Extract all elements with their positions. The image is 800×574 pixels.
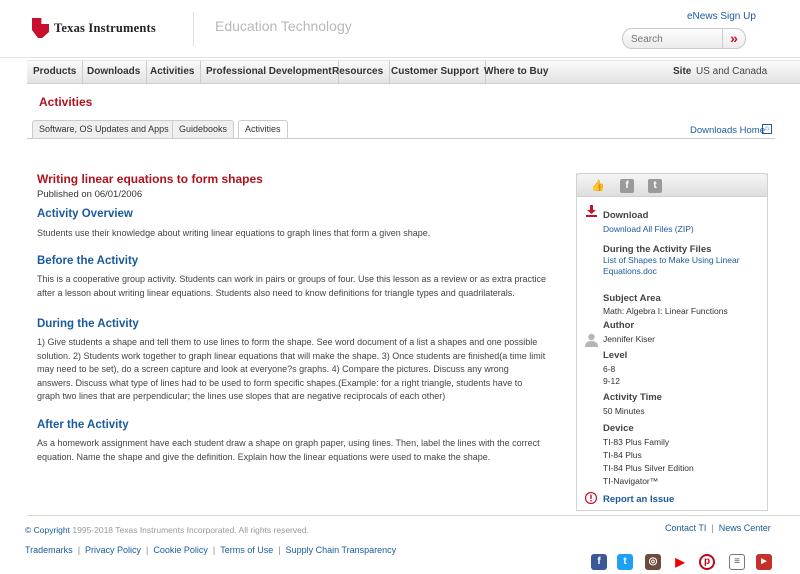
section-heading-during: During the Activity [37,318,139,330]
search-input[interactable] [631,32,721,46]
time-label: Activity Time [603,392,662,403]
level-value: 6-8 [603,364,616,374]
subject-label: Subject Area [603,293,661,304]
ti-tube-icon[interactable]: ▶ [756,554,772,570]
section-brand: Education Technology [215,18,352,34]
twitter-share-icon[interactable]: t [648,179,662,193]
section-text-during: 1) Give students a shape and tell them to use lines to form the shape. See word document of a list a shapes and one possible solution. 2) Students work together to graph linear equations that will make the shape. 3) Once students are finished(a time limit may need to be set), do a screen capture and look at everyone?s graphs. 4) Compare the pictures. Discuss any wrong answers. Discuss what type of lines had to be used to form specific shapes.(Example: for a right triangle, students have to graph two lines that are perpendicular; the lines use slopes that are negative reciprocals of each other) [37,337,546,401]
tab-divider [27,138,775,139]
activity-title: Writing linear equations to form shapes [37,172,263,186]
section-text-before: This is a cooperative group activity. Students can work in pairs or groups of four. Use this lesson as a review or as extra practice after a lesson about writing linear equations. Students also need to know definitions for triangle types and quadrilaterals. [37,274,547,298]
facebook-icon[interactable]: f [591,554,607,570]
blog-icon[interactable]: ≡ [729,554,745,570]
facebook-share-icon[interactable]: f [620,179,634,193]
nav-item-products[interactable]: Products [27,61,83,84]
device-value: TI-84 Plus [603,450,642,460]
device-value: TI-Navigator™ [603,476,659,486]
enews-signup-link[interactable]: eNews Sign Up [687,11,756,22]
tab-guidebooks[interactable]: Guidebooks [172,120,234,138]
level-label: Level [603,350,628,361]
device-value: TI-83 Plus Family [603,437,670,447]
terms-of-use-link[interactable]: Terms of Use [220,545,274,555]
site-selector[interactable]: US and Canada [696,66,768,77]
nav-item-professional-development[interactable]: Professional Development [200,61,339,84]
site-header [0,0,800,58]
section-text-overview: Students use their knowledge about writing linear equations to graph lines that form a given shape. [37,228,431,238]
main-nav [27,60,800,84]
pinterest-icon[interactable]: p [699,554,715,570]
news-center-link[interactable]: News Center [718,523,771,533]
footer-right-links: Contact TI | News Center [665,523,771,533]
brand-name: Texas Instruments [54,20,156,35]
trademarks-link[interactable]: Trademarks [25,545,73,555]
author-label: Author [603,320,635,331]
download-all-link[interactable]: Download All Files (ZIP) [603,224,694,234]
downloads-home-link[interactable]: Downloads Home [690,125,765,136]
search-submit-button[interactable]: » [722,29,745,48]
subject-value: Math: Algebra I: Linear Functions [603,306,728,316]
nav-item-downloads[interactable]: Downloads [81,61,147,84]
section-heading-before: Before the Activity [37,255,139,267]
footer-divider [27,515,800,516]
like-icon[interactable]: 👍 [591,180,605,192]
nav-item-customer-support[interactable]: Customer Support [385,61,486,84]
nav-item-where-to-buy[interactable]: Where to Buy [484,66,549,77]
device-value: TI-84 Plus Silver Edition [603,463,694,473]
page-title: Activities [39,95,93,109]
section-heading-overview: Activity Overview [37,208,133,220]
youtube-icon[interactable]: ▶ [672,554,688,570]
footer-links: Trademarks | Privacy Policy | Cookie Policy | Terms of Use | Supply Chain Transparency [25,545,397,555]
search-box [622,28,746,49]
files-label: During the Activity Files [603,244,712,255]
author-icon [585,333,598,347]
cookie-policy-link[interactable]: Cookie Policy [153,545,208,555]
contact-ti-link[interactable]: Contact TI [665,523,707,533]
header-divider [193,12,194,46]
ti-logo-icon [32,18,49,38]
ti-logo[interactable] [32,18,156,38]
site-label: Site [673,66,692,77]
home-icon[interactable]: ⌂ [762,124,772,134]
download-label: Download [603,210,649,221]
published-date: Published on 06/01/2006 [37,189,143,200]
author-value: Jennifer Kiser [603,334,655,344]
copyright-label: © Copyright [25,525,71,535]
report-issue-link[interactable]: Report an Issue [603,494,675,505]
share-bar [576,173,768,197]
tab-software-os-updates[interactable]: Software, OS Updates and Apps [32,120,176,138]
nav-item-activities[interactable]: Activities [144,61,201,84]
device-label: Device [603,423,634,434]
section-heading-after: After the Activity [37,419,129,431]
activity-file-link[interactable]: List of Shapes to Make Using Linear Equations.doc [603,255,740,276]
copyright-text: 1995-2018 Texas Instruments Incorporated. All rights reserved. [72,525,309,535]
level-value: 9-12 [603,376,621,386]
instagram-icon[interactable]: ◎ [645,554,661,570]
supply-chain-link[interactable]: Supply Chain Transparency [285,545,397,555]
copyright [25,525,309,535]
section-text-after: As a homework assignment have each student draw a shape on graph paper, using lines. Then, label the lines with the correct equation. Name the shape and give the definition. Explain how the linear equations were used to make the shape. [37,438,540,462]
tab-activities[interactable]: Activities [238,120,288,139]
download-icon [586,205,597,217]
time-value: 50 Minutes [603,406,645,416]
privacy-policy-link[interactable]: Privacy Policy [85,545,142,555]
twitter-icon[interactable]: t [617,554,633,570]
report-issue-icon [585,492,597,504]
nav-item-resources[interactable]: Resources [326,61,390,84]
